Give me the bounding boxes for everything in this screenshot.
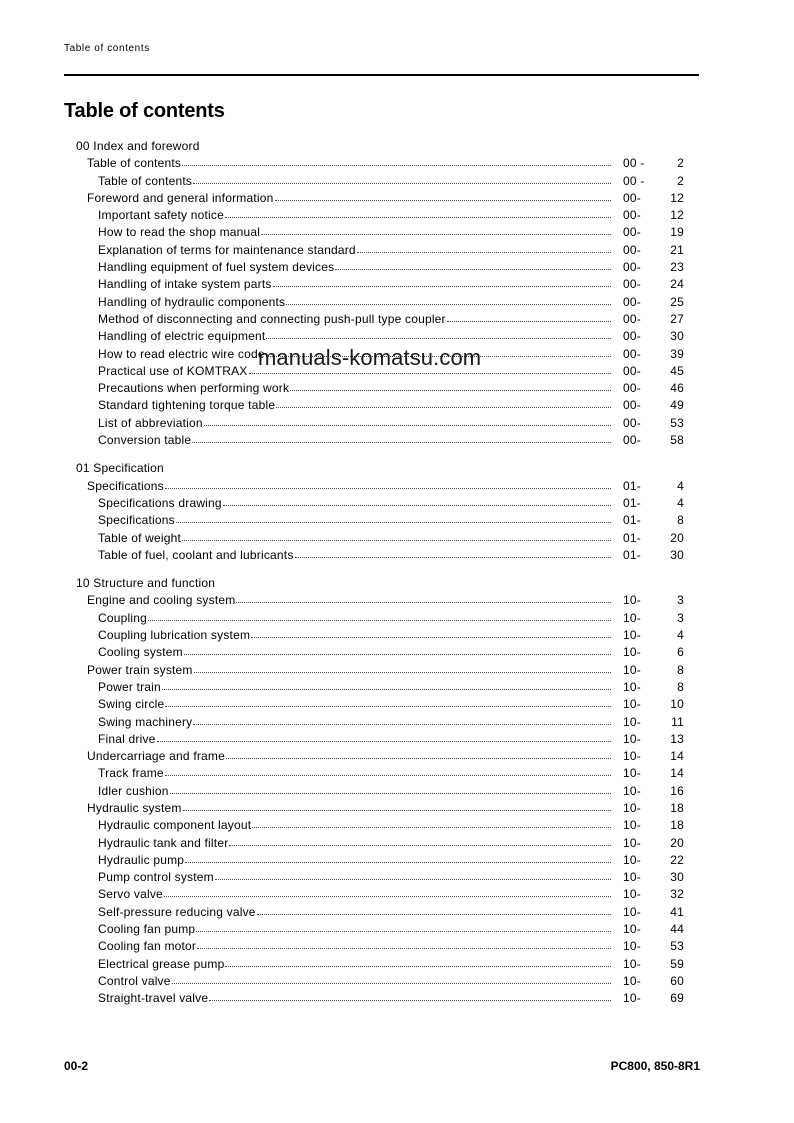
entry-page-number: 20 [670, 530, 684, 545]
dot-leader [226, 748, 611, 759]
entry-title: Track frame [98, 766, 164, 781]
toc-subsection-entry[interactable] [64, 512, 684, 529]
entry-page-number: 39 [670, 346, 684, 361]
entry-section-code: 10- [623, 679, 641, 694]
entry-page-number: 30 [670, 329, 684, 344]
entry-title: How to read electric wire code [98, 346, 265, 361]
entry-title: Standard tightening torque table [98, 398, 276, 413]
toc-section-entry[interactable] [64, 800, 684, 817]
entry-title: Important safety notice [98, 208, 224, 223]
toc-section-entry[interactable] [64, 662, 684, 679]
entry-page-number: 22 [670, 852, 684, 867]
entry-title: Hydraulic system [87, 800, 182, 815]
dot-leader [357, 242, 611, 253]
entry-page-number: 23 [670, 260, 684, 275]
entry-title: Pump control system [98, 870, 214, 885]
entry-page-number: 32 [670, 887, 684, 902]
entry-section-code: 00- [623, 346, 641, 361]
entry-title: Coupling [98, 610, 147, 625]
entry-title: Precautions when performing work [98, 381, 290, 396]
running-header: Table of contents [64, 43, 150, 54]
chapter-heading[interactable]: 01 Specification [76, 461, 164, 476]
footer-page-number: 00-2 [64, 1059, 89, 1073]
toc-subsection-entry[interactable] [64, 938, 684, 955]
toc-subsection-entry[interactable] [64, 397, 684, 414]
toc-subsection-entry[interactable] [64, 921, 684, 938]
entry-section-code: 00- [623, 363, 641, 378]
toc-subsection-entry[interactable] [64, 627, 684, 644]
entry-section-code: 00 - [623, 156, 645, 171]
entry-page-number: 44 [670, 922, 684, 937]
entry-title: Self-pressure reducing valve [98, 904, 256, 919]
entry-section-code: 10- [623, 904, 641, 919]
toc-chapter [64, 575, 684, 1007]
toc-subsection-entry[interactable] [64, 328, 684, 345]
entry-page-number: 30 [670, 547, 684, 562]
entry-title: Table of contents [87, 156, 182, 171]
entry-section-code: 01- [623, 547, 641, 562]
toc-subsection-entry[interactable] [64, 294, 684, 311]
entry-title: List of abbreviation [98, 415, 203, 430]
entry-title: Handling of hydraulic components [98, 294, 286, 309]
entry-section-code: 01- [623, 530, 641, 545]
dot-leader [164, 886, 611, 897]
entry-page-number: 2 [677, 156, 684, 171]
toc-subsection-entry[interactable] [64, 904, 684, 921]
entry-page-number: 20 [670, 835, 684, 850]
entry-page-number: 8 [677, 679, 684, 694]
dot-leader [165, 478, 611, 489]
entry-section-code: 10- [623, 973, 641, 988]
entry-page-number: 53 [670, 415, 684, 430]
toc-chapter [64, 460, 684, 564]
entry-section-code: 00- [623, 208, 641, 223]
dot-leader [215, 869, 611, 880]
dot-leader [275, 190, 612, 201]
dot-leader [148, 610, 611, 621]
entry-title: Conversion table [98, 433, 192, 448]
dot-leader [172, 973, 611, 984]
entry-title: Specifications [87, 478, 164, 493]
toc-subsection-entry[interactable] [64, 380, 684, 397]
entry-title: Electrical grease pump [98, 956, 225, 971]
toc-subsection-entry[interactable] [64, 415, 684, 432]
dot-leader [184, 644, 611, 655]
entry-section-code: 10- [623, 922, 641, 937]
entry-title: Specifications [98, 513, 175, 528]
dot-leader [157, 731, 611, 742]
footer-model: PC800, 850-8R1 [610, 1059, 700, 1073]
dot-leader [197, 938, 611, 949]
dot-leader [182, 155, 611, 166]
entry-title: Practical use of KOMTRAX [98, 363, 248, 378]
dot-leader [225, 207, 611, 218]
toc-subsection-entry[interactable] [64, 973, 684, 990]
entry-title: Swing machinery [98, 714, 193, 729]
dot-leader [162, 679, 611, 690]
entry-title: Foreword and general information [87, 190, 274, 205]
toc-section-entry[interactable] [64, 592, 684, 609]
entry-section-code: 10- [623, 662, 641, 677]
toc-subsection-entry[interactable] [64, 817, 684, 834]
entry-title: Swing circle [98, 697, 165, 712]
entry-title: Cooling system [98, 645, 183, 660]
entry-section-code: 10- [623, 714, 641, 729]
dot-leader [185, 852, 611, 863]
dot-leader [182, 530, 611, 541]
entry-page-number: 18 [670, 818, 684, 833]
entry-section-code: 10- [623, 766, 641, 781]
toc-chapter [64, 138, 684, 449]
toc-subsection-entry[interactable] [64, 547, 684, 564]
entry-page-number: 4 [677, 495, 684, 510]
entry-page-number: 10 [670, 697, 684, 712]
table-of-contents [64, 138, 684, 1019]
entry-page-number: 3 [677, 610, 684, 625]
entry-page-number: 59 [670, 956, 684, 971]
entry-section-code: 00- [623, 311, 641, 326]
entry-title: Handling equipment of fuel system devices [98, 260, 335, 275]
dot-leader [223, 495, 611, 506]
dot-leader [183, 800, 611, 811]
dot-leader [229, 835, 611, 846]
entry-title: Straight-travel valve [98, 991, 209, 1006]
dot-leader [170, 783, 611, 794]
entry-section-code: 10- [623, 852, 641, 867]
entry-page-number: 53 [670, 939, 684, 954]
entry-page-number: 25 [670, 294, 684, 309]
toc-subsection-entry[interactable] [64, 731, 684, 748]
entry-section-code: 01- [623, 495, 641, 510]
entry-title: Idler cushion [98, 783, 169, 798]
dot-leader [204, 415, 611, 426]
dot-leader [266, 328, 611, 339]
entry-page-number: 46 [670, 381, 684, 396]
entry-section-code: 00- [623, 415, 641, 430]
entry-title: Specifications drawing [98, 495, 222, 510]
page-title: Table of contents [64, 100, 225, 122]
dot-leader [276, 397, 611, 408]
entry-title: Cooling fan motor [98, 939, 197, 954]
entry-section-code: 01- [623, 478, 641, 493]
dot-leader [251, 627, 611, 638]
entry-section-code: 10- [623, 697, 641, 712]
chapter-heading[interactable]: 10 Structure and function [76, 576, 216, 591]
entry-section-code: 10- [623, 610, 641, 625]
entry-title: Table of weight [98, 530, 182, 545]
dot-leader [165, 696, 611, 707]
toc-subsection-entry[interactable] [64, 714, 684, 731]
toc-section-entry[interactable] [64, 190, 684, 207]
toc-subsection-entry[interactable] [64, 242, 684, 259]
entry-page-number: 45 [670, 363, 684, 378]
entry-page-number: 13 [670, 731, 684, 746]
entry-title: Coupling lubrication system [98, 628, 251, 643]
entry-page-number: 60 [670, 973, 684, 988]
entry-section-code: 01- [623, 513, 641, 528]
dot-leader [225, 956, 611, 967]
entry-page-number: 58 [670, 433, 684, 448]
dot-leader [193, 714, 611, 725]
entry-section-code: 10- [623, 887, 641, 902]
entry-title: Method of disconnecting and connecting push-pull type coupler [98, 311, 446, 326]
dot-leader [194, 662, 611, 673]
dot-leader [236, 592, 611, 603]
entry-section-code: 00- [623, 398, 641, 413]
toc-subsection-entry[interactable] [64, 835, 684, 852]
toc-subsection-entry[interactable] [64, 224, 684, 241]
entry-page-number: 8 [677, 513, 684, 528]
entry-page-number: 18 [670, 800, 684, 815]
entry-section-code: 10- [623, 749, 641, 764]
entry-title: Final drive [98, 731, 156, 746]
toc-subsection-entry[interactable] [64, 530, 684, 547]
dot-leader [176, 512, 611, 523]
entry-page-number: 69 [670, 991, 684, 1006]
toc-subsection-entry[interactable] [64, 259, 684, 276]
entry-title: Power train [98, 679, 161, 694]
toc-subsection-entry[interactable] [64, 432, 684, 449]
entry-section-code: 10- [623, 870, 641, 885]
entry-section-code: 10- [623, 628, 641, 643]
entry-page-number: 3 [677, 593, 684, 608]
toc-subsection-entry[interactable] [64, 886, 684, 903]
entry-section-code: 00- [623, 225, 641, 240]
entry-title: Handling of electric equipment [98, 329, 266, 344]
entry-title: Hydraulic component layout [98, 818, 252, 833]
dot-leader [273, 276, 611, 287]
entry-page-number: 19 [670, 225, 684, 240]
dot-leader [165, 765, 611, 776]
entry-page-number: 6 [677, 645, 684, 660]
dot-leader [261, 224, 611, 235]
entry-section-code: 10- [623, 956, 641, 971]
dot-leader [252, 817, 611, 828]
entry-page-number: 8 [677, 662, 684, 677]
toc-subsection-entry[interactable] [64, 173, 684, 190]
entry-section-code: 10- [623, 939, 641, 954]
entry-section-code: 00- [623, 433, 641, 448]
toc-subsection-entry[interactable] [64, 311, 684, 328]
entry-title: Explanation of terms for maintenance standard [98, 242, 356, 257]
entry-page-number: 41 [670, 904, 684, 919]
entry-title: How to read the shop manual [98, 225, 261, 240]
entry-page-number: 12 [670, 208, 684, 223]
entry-page-number: 4 [677, 478, 684, 493]
entry-section-code: 10- [623, 783, 641, 798]
entry-title: Engine and cooling system [87, 593, 236, 608]
entry-section-code: 10- [623, 818, 641, 833]
entry-section-code: 10- [623, 835, 641, 850]
entry-page-number: 14 [670, 749, 684, 764]
entry-page-number: 24 [670, 277, 684, 292]
dot-leader [335, 259, 611, 270]
entry-page-number: 21 [670, 242, 684, 257]
entry-title: Control valve [98, 973, 171, 988]
entry-title: Servo valve [98, 887, 163, 902]
toc-subsection-entry[interactable] [64, 990, 684, 1007]
toc-subsection-entry[interactable] [64, 610, 684, 627]
entry-title: Hydraulic tank and filter [98, 835, 229, 850]
entry-title: Handling of intake system parts [98, 277, 272, 292]
entry-section-code: 10- [623, 731, 641, 746]
entry-section-code: 10- [623, 593, 641, 608]
toc-subsection-entry[interactable] [64, 495, 684, 512]
entry-title: Table of contents [98, 173, 193, 188]
dot-leader [192, 432, 611, 443]
dot-leader [193, 173, 611, 184]
dot-leader [295, 547, 611, 558]
toc-subsection-entry[interactable] [64, 644, 684, 661]
entry-section-code: 10- [623, 645, 641, 660]
dot-leader [196, 921, 611, 932]
header-divider [64, 74, 699, 76]
entry-page-number: 4 [677, 628, 684, 643]
entry-section-code: 00- [623, 381, 641, 396]
toc-subsection-entry[interactable] [64, 207, 684, 224]
entry-section-code: 00 - [623, 173, 645, 188]
entry-section-code: 10- [623, 800, 641, 815]
toc-subsection-entry[interactable] [64, 956, 684, 973]
toc-subsection-entry[interactable] [64, 869, 684, 886]
entry-title: Hydraulic pump [98, 852, 185, 867]
toc-subsection-entry[interactable] [64, 783, 684, 800]
toc-subsection-entry[interactable] [64, 276, 684, 293]
entry-title: Cooling fan pump [98, 922, 196, 937]
watermark: manuals-komatsu.com [258, 345, 482, 370]
chapter-heading[interactable]: 00 Index and foreword [76, 139, 200, 153]
entry-section-code: 00- [623, 260, 641, 275]
entry-section-code: 00- [623, 277, 641, 292]
entry-section-code: 00- [623, 242, 641, 257]
entry-page-number: 49 [670, 398, 684, 413]
entry-section-code: 00- [623, 190, 641, 205]
dot-leader [447, 311, 611, 322]
toc-section-entry[interactable] [64, 478, 684, 495]
entry-section-code: 00- [623, 329, 641, 344]
toc-subsection-entry[interactable] [64, 696, 684, 713]
dot-leader [257, 904, 611, 915]
toc-section-entry[interactable] [64, 748, 684, 765]
entry-page-number: 12 [670, 190, 684, 205]
toc-subsection-entry[interactable] [64, 852, 684, 869]
entry-page-number: 2 [677, 173, 684, 188]
entry-page-number: 14 [670, 766, 684, 781]
entry-title: Undercarriage and frame [87, 749, 226, 764]
dot-leader [286, 294, 611, 305]
entry-page-number: 16 [670, 783, 684, 798]
dot-leader [290, 380, 611, 391]
entry-title: Power train system [87, 662, 193, 677]
entry-section-code: 00- [623, 294, 641, 309]
entry-section-code: 10- [623, 991, 641, 1006]
entry-page-number: 11 [671, 714, 684, 729]
entry-page-number: 30 [670, 870, 684, 885]
toc-subsection-entry[interactable] [64, 679, 684, 696]
entry-page-number: 27 [670, 311, 684, 326]
toc-subsection-entry[interactable] [64, 765, 684, 782]
dot-leader [209, 990, 611, 1001]
entry-title: Table of fuel, coolant and lubricants [98, 547, 294, 562]
toc-section-entry[interactable] [64, 155, 684, 172]
